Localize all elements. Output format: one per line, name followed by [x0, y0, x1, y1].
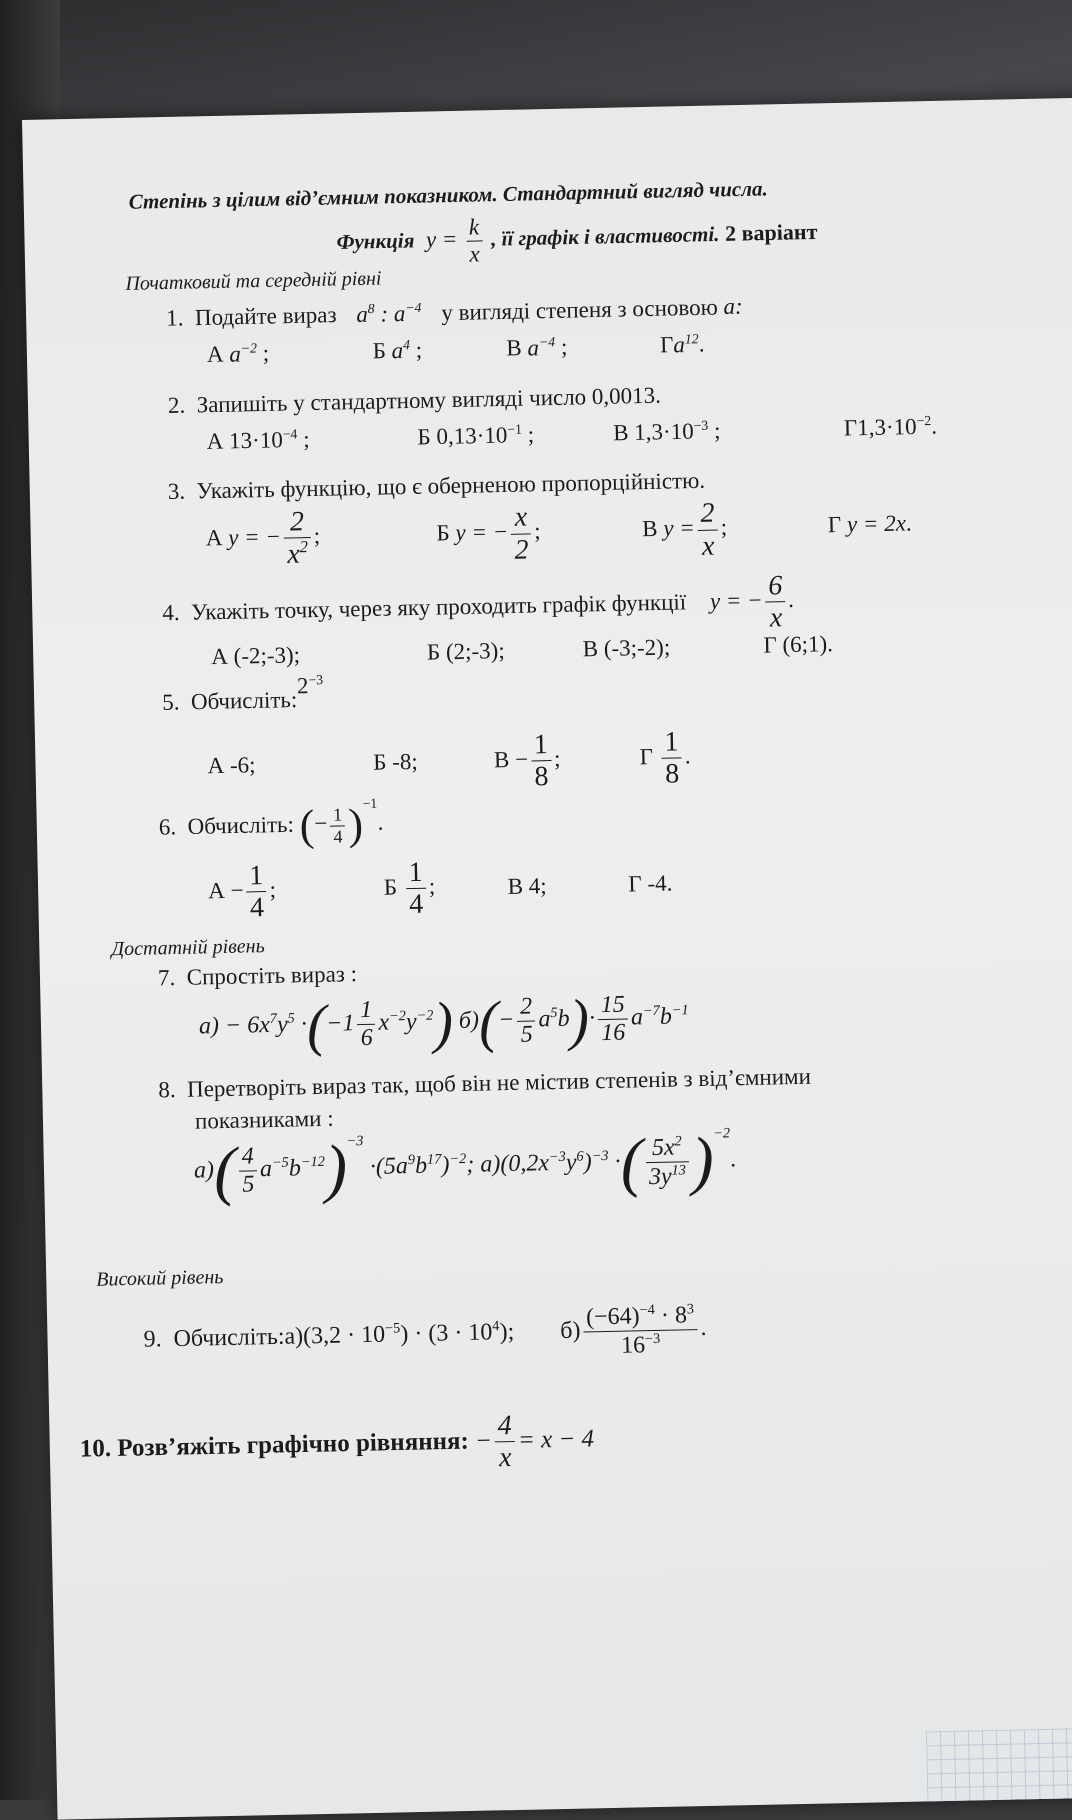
q8-text-2: показниками : [194, 1105, 334, 1134]
q2-option-a: А $13\cdot 10^{-4}$ ; [206, 426, 310, 454]
question-1 [166, 293, 743, 332]
level-sufficient: Достатній рівень [111, 935, 265, 961]
question-6 [158, 795, 384, 852]
q3-option-g: Г y = 2x. [827, 510, 912, 538]
q7-expressions [198, 988, 689, 1056]
q1-option-a: А $a^{-2}$ ; [206, 340, 270, 367]
q1-number: 1. [165, 305, 184, 331]
q5-option-v: В − $\frac{1}{8}$ ; [493, 729, 561, 793]
q5-option-a: А -6; [207, 752, 256, 779]
question-9: 9. Обчисліть:а)(3,2 · $10^{-5}) \cdot (3 \cdot 10^4)$; б) $\frac{(-64)^{-4} \cdot 8^3}{16^{-3}}$ . [143, 1301, 707, 1359]
q5-text: Обчисліть: [190, 687, 298, 715]
q4-number: 4. [162, 599, 180, 626]
q5-option-b: Б -8; [373, 748, 419, 775]
q4-text: Укажіть точку, через яку проходить графік функції [190, 589, 687, 625]
q9-part-a: Обчисліть:а)(3,2 · $10^{-5}) \cdot (3 \cdot 10^4)$; [173, 1318, 515, 1352]
page-title: Степінь з цілим від’ємним показником. Стандартний вигляд числа. [128, 176, 768, 214]
question-5 [161, 671, 324, 716]
q7-part-a: $а) - 6x^7y^5 \cdot(-1$ $\frac{1}{6}$ $x^{-2}y^{-2}$) [198, 989, 454, 1058]
q1-option-b: Б $a^4$ ; [372, 336, 423, 364]
q2-options [206, 413, 937, 455]
q5-expression: $2^{-3}$ [296, 671, 324, 699]
q5-option-g: Г $\frac{1}{8}$ . [639, 726, 691, 791]
function-prefix: Функція [336, 228, 415, 254]
level-initial: Початковий та середній рівні [125, 267, 382, 295]
q3-option-v: В y = $\frac{2}{x}$ ; [641, 497, 728, 562]
q6-text: Обчисліть: [187, 811, 295, 839]
title-function-line [336, 207, 818, 270]
q3-options [205, 493, 912, 572]
q6-option-v: В 4; [507, 873, 547, 899]
q4-function: y = − $\frac{6}{x}$ . [709, 570, 795, 634]
question-2 [168, 383, 661, 419]
q2-option-v: В $1,3\cdot 10^{-3}$ ; [612, 417, 721, 446]
q2-option-b: Б $0,13\cdot 10^{-1}$ ; [417, 421, 535, 450]
question-10 [79, 1408, 595, 1482]
q1-option-v: В $a^{-4}$ ; [506, 333, 568, 361]
q3-option-b: Б y = − $\frac{x}{2}$ ; [436, 501, 541, 566]
q10-text: Розв’яжіть графічно рівняння: [117, 1427, 470, 1462]
worksheet-paper [22, 98, 1072, 1820]
q1-option-g: $Гa^{12}$. [659, 330, 705, 358]
q5-options [207, 726, 691, 800]
q1-text-2: у вигляді степеня з основою [441, 294, 719, 325]
q7-text: Спростіть вираз : [186, 961, 358, 990]
question-8 [158, 1064, 811, 1104]
q1-expression: $a^8$ : $a^{-4}$ [356, 299, 422, 327]
q9-part-b: $\frac{(-64)^{-4} \cdot 8^3}{16^{-3}}$ [583, 1301, 698, 1360]
q7-number: 7. [157, 964, 176, 991]
q8-part-b: $а)(0,2x^{-3}y^6)^{-3}$ ·( $\frac{5x^2}{3y^{13}}$ )$^{-2}$. [480, 1123, 737, 1199]
function-fraction: $\frac{k}{x}$ [466, 214, 483, 267]
q5-number: 5. [161, 689, 180, 715]
q1-text: Подайте вираз [194, 302, 337, 331]
q10-equation: − $\frac{4}{x}$ = x − 4 [474, 1410, 595, 1474]
q8-text: Перетворіть вираз так, щоб він не містив степенів з від’ємними [186, 1063, 812, 1102]
q3-text: Укажіть функцію, що є оберненою пропорційністю. [196, 467, 706, 504]
q4-option-g: Г (6;1). [763, 631, 834, 658]
q10-number: 10. [79, 1435, 112, 1463]
q8-number: 8. [158, 1076, 176, 1103]
question-7 [158, 961, 358, 991]
q7-part-b: б)(− $\frac{2}{5}$ $a^5b)\cdot$ $\frac{15}{16}$ $a^{-7}b^{-1}$ [458, 986, 689, 1054]
graph-paper-corner [926, 1727, 1072, 1801]
q1-base: a: [723, 293, 743, 320]
q8-expressions [193, 1123, 737, 1208]
q6-number: 6. [158, 814, 177, 840]
q6-expression: (− $\frac{1}{4}$ )$^{-1}$. [299, 795, 384, 851]
q9-part-b-label: б) [559, 1317, 581, 1344]
q6-option-g: Г -4. [628, 870, 673, 897]
q3-option-a: А y = − $\frac{2}{x^2}$ ; [205, 506, 321, 571]
q1-options [207, 331, 705, 368]
q4-option-a: А (-2;-3); [211, 642, 301, 670]
function-suffix: , її графік і властивості. [490, 221, 720, 251]
q2-option-g: $Г1,3\cdot 10^{-2}$. [843, 413, 938, 441]
q6-option-b: Б $\frac{1}{4}$ ; [383, 856, 436, 921]
q8-part-a: а)( $\frac{4}{5}$ $a^{-5}b^{-12})^{-3} \cdot(5a^9b^{17})^{-2}$; [193, 1131, 475, 1208]
q4-option-b: Б (2;-3); [426, 638, 505, 665]
q9-number: 9. [143, 1326, 162, 1353]
q4-option-v: В (-3;-2); [582, 634, 671, 662]
q2-text: Запишіть у стандартному вигляді число 0,0013. [196, 382, 662, 418]
level-high: Високий рівень [96, 1266, 224, 1291]
q6-options [208, 852, 673, 925]
function-formula: y = [419, 226, 458, 253]
q3-number: 3. [167, 478, 186, 505]
variant-label: 2 варіант [724, 218, 818, 246]
q2-number: 2. [167, 392, 186, 419]
q6-option-a: А − $\frac{1}{4}$ ; [207, 860, 277, 924]
